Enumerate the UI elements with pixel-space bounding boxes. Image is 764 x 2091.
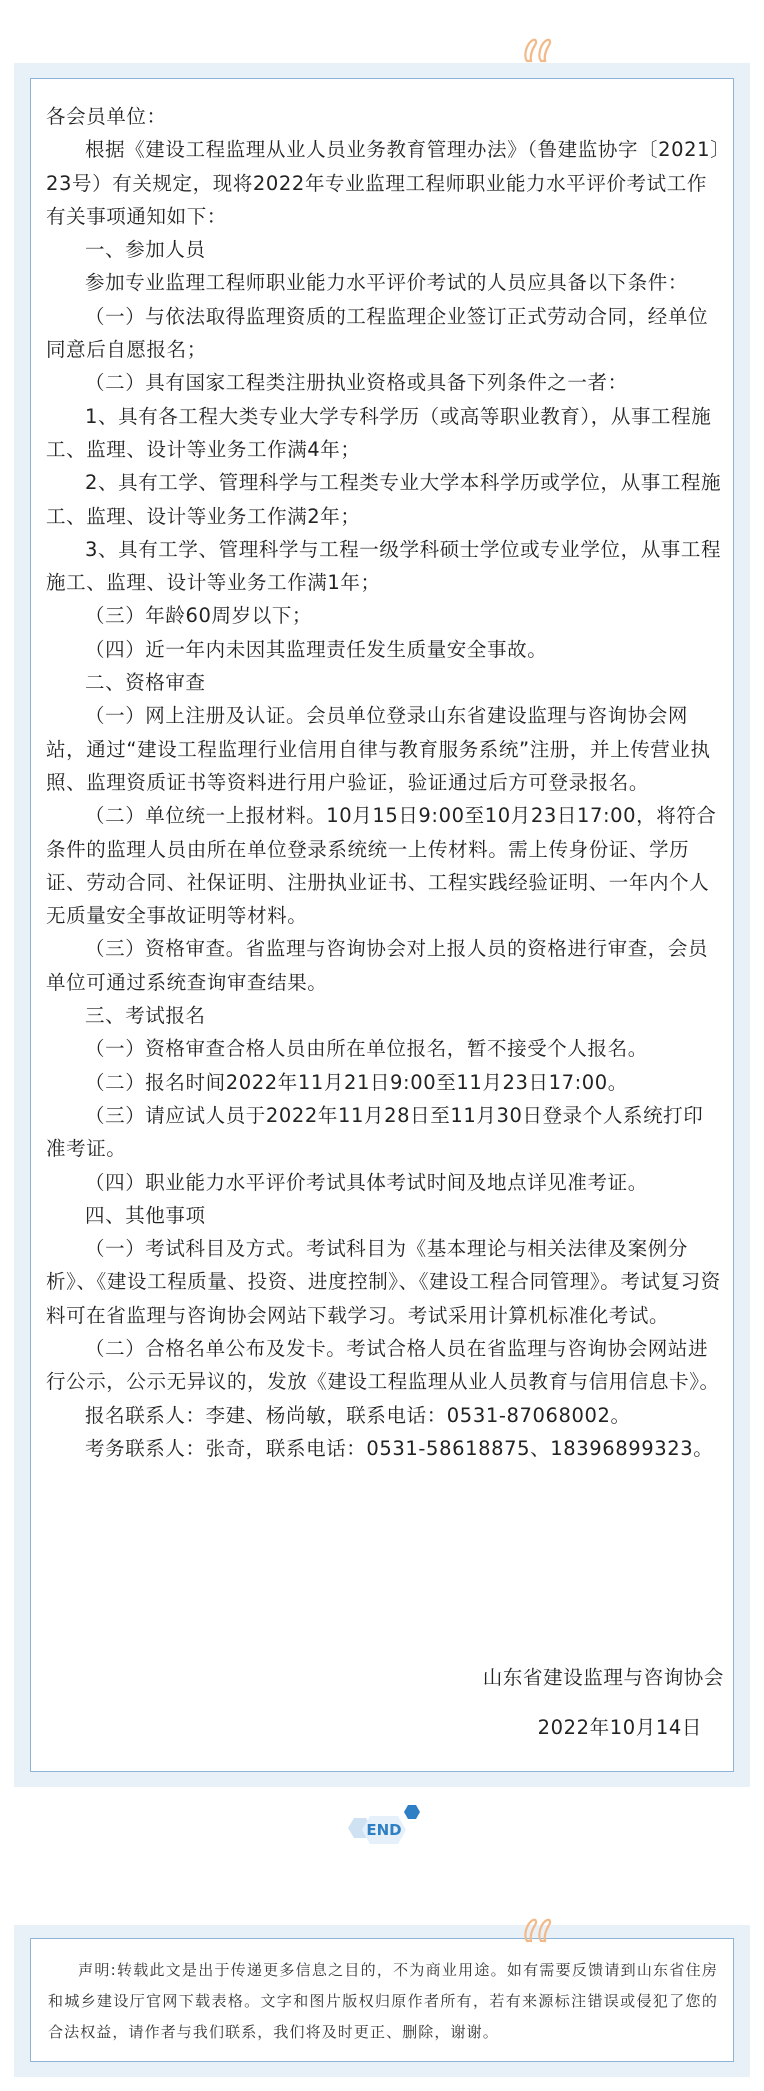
section-2-paragraph-3: （三）资格审查。省监理与咨询协会对上报人员的资格进行审查，会员单位可通过系统查询审查结果。 (46, 937, 709, 994)
section-2-paragraph-1: （一）网上注册及认证。会员单位登录山东省建设监理与咨询协会网站，通过“建设工程监理行业信用自律与教育服务系统”注册，并上传营业执照、监理资质证书等资料进行用户验证，验证通过后方可登录报名。 (46, 704, 711, 794)
quote-mark-icon (521, 37, 557, 63)
notice-date: 2022年10月14日 (537, 1716, 702, 1739)
section-3-paragraph-2: （二）报名时间2022年11月21日9:00至11月23日17:00。 (85, 1070, 628, 1094)
section-1-intro: 参加专业监理工程师职业能力水平评价考试的人员应具备以下条件： (85, 271, 689, 295)
section-3-paragraph-1: （一）资格审查合格人员由所在单位报名，暂不接受个人报名。 (85, 1037, 648, 1061)
section-1-condition-2-item-3: 3、具有工学、管理科学与工程一级学科硕士学位或专业学位，从事工程施工、监理、设计等业务工作满1年； (46, 537, 722, 595)
section-4-paragraph-1: （一）考试科目及方式。考试科目为《基本理论与相关法律及案例分析》、《建设工程质量、投资、进度控制》、《建设工程合同管理》。考试复习资料可在省监理与咨询协会网站下载学习。考试采用计算机标准化考试。 (46, 1237, 721, 1327)
quote-mark-icon (521, 1917, 557, 1943)
section-4-title: 四、其他事项 (85, 1203, 206, 1227)
disclaimer-text (48, 1955, 718, 2048)
section-4-paragraph-2: （二）合格名单公布及发卡。考试合格人员在省监理与咨询协会网站进行公示，公示无异议的，发放《建设工程监理从业人员教育与信用信息卡》。 (46, 1336, 720, 1394)
section-1-title: 一、参加人员 (85, 238, 206, 262)
section-2-paragraph-2: （二）单位统一上报材料。10月15日9:00至10月23日17:00，将符合条件的监理人员由所在单位登录系统统一上传材料。需上传身份证、学历证、劳动合同、社保证明、注册执业证书、工程实践经验证明、一年内个人无质量安全事故证明等材料。 (46, 804, 717, 928)
section-3-title: 三、考试报名 (85, 1004, 206, 1028)
end-label: END (366, 1821, 402, 1839)
intro-paragraph: 根据《建设工程监理从业人员业务教育管理办法》（鲁建监协字〔2021〕23号）有关规定，现将2022年专业监理工程师职业能力水平评价考试工作有关事项通知如下： (46, 138, 721, 228)
contact-registration: 报名联系人：李建、杨尚敏，联系电话：0531-87068002。 (85, 1403, 631, 1427)
section-1-condition-4: （四）近一年内未因其监理责任发生质量安全事故。 (85, 637, 548, 661)
notice-body (46, 100, 722, 1465)
section-1-condition-3: （三）年龄60周岁以下； (85, 604, 313, 628)
signature: 山东省建设监理与咨询协会 (482, 1666, 724, 1689)
section-2-title: 二、资格审查 (85, 671, 206, 695)
section-1-condition-2-item-2: 2、具有工学、管理科学与工程类专业大学本科学历或学位，从事工程施工、监理、设计等业务工作满2年； (46, 471, 722, 528)
section-1-condition-2: （二）具有国家工程类注册执业资格或具备下列条件之一者： (85, 371, 628, 395)
section-1-condition-1: （一）与依法取得监理资质的工程监理企业签订正式劳动合同，经单位同意后自愿报名； (46, 304, 709, 362)
section-1-condition-2-item-1: 1、具有各工程大类专业大学专科学历（或高等职业教育），从事工程施工、监理、设计等业务工作满4年； (46, 404, 712, 461)
section-3-paragraph-4: （四）职业能力水平评价考试具体考试时间及地点详见准考证。 (85, 1170, 648, 1194)
disclaimer-body: 声明:转载此文是出于传递更多信息之目的，不为商业用途。如有需要反馈请到山东省住房和城乡建设厅官网下载表格。文字和图片版权归原作者所有，若有来源标注错误或侵犯了您的合法权益，请作者与我们联系，我们将及时更正、删除，谢谢。 (48, 1961, 718, 2041)
contact-exam-affairs: 考务联系人：张奇，联系电话：0531-58618875、18396899323。 (85, 1436, 714, 1460)
salutation: 各会员单位： (46, 105, 167, 128)
section-3-paragraph-3: （三）请应试人员于2022年11月28日至11月30日登录个人系统打印准考证。 (46, 1103, 704, 1161)
end-hexagon-icon (340, 1800, 440, 1860)
